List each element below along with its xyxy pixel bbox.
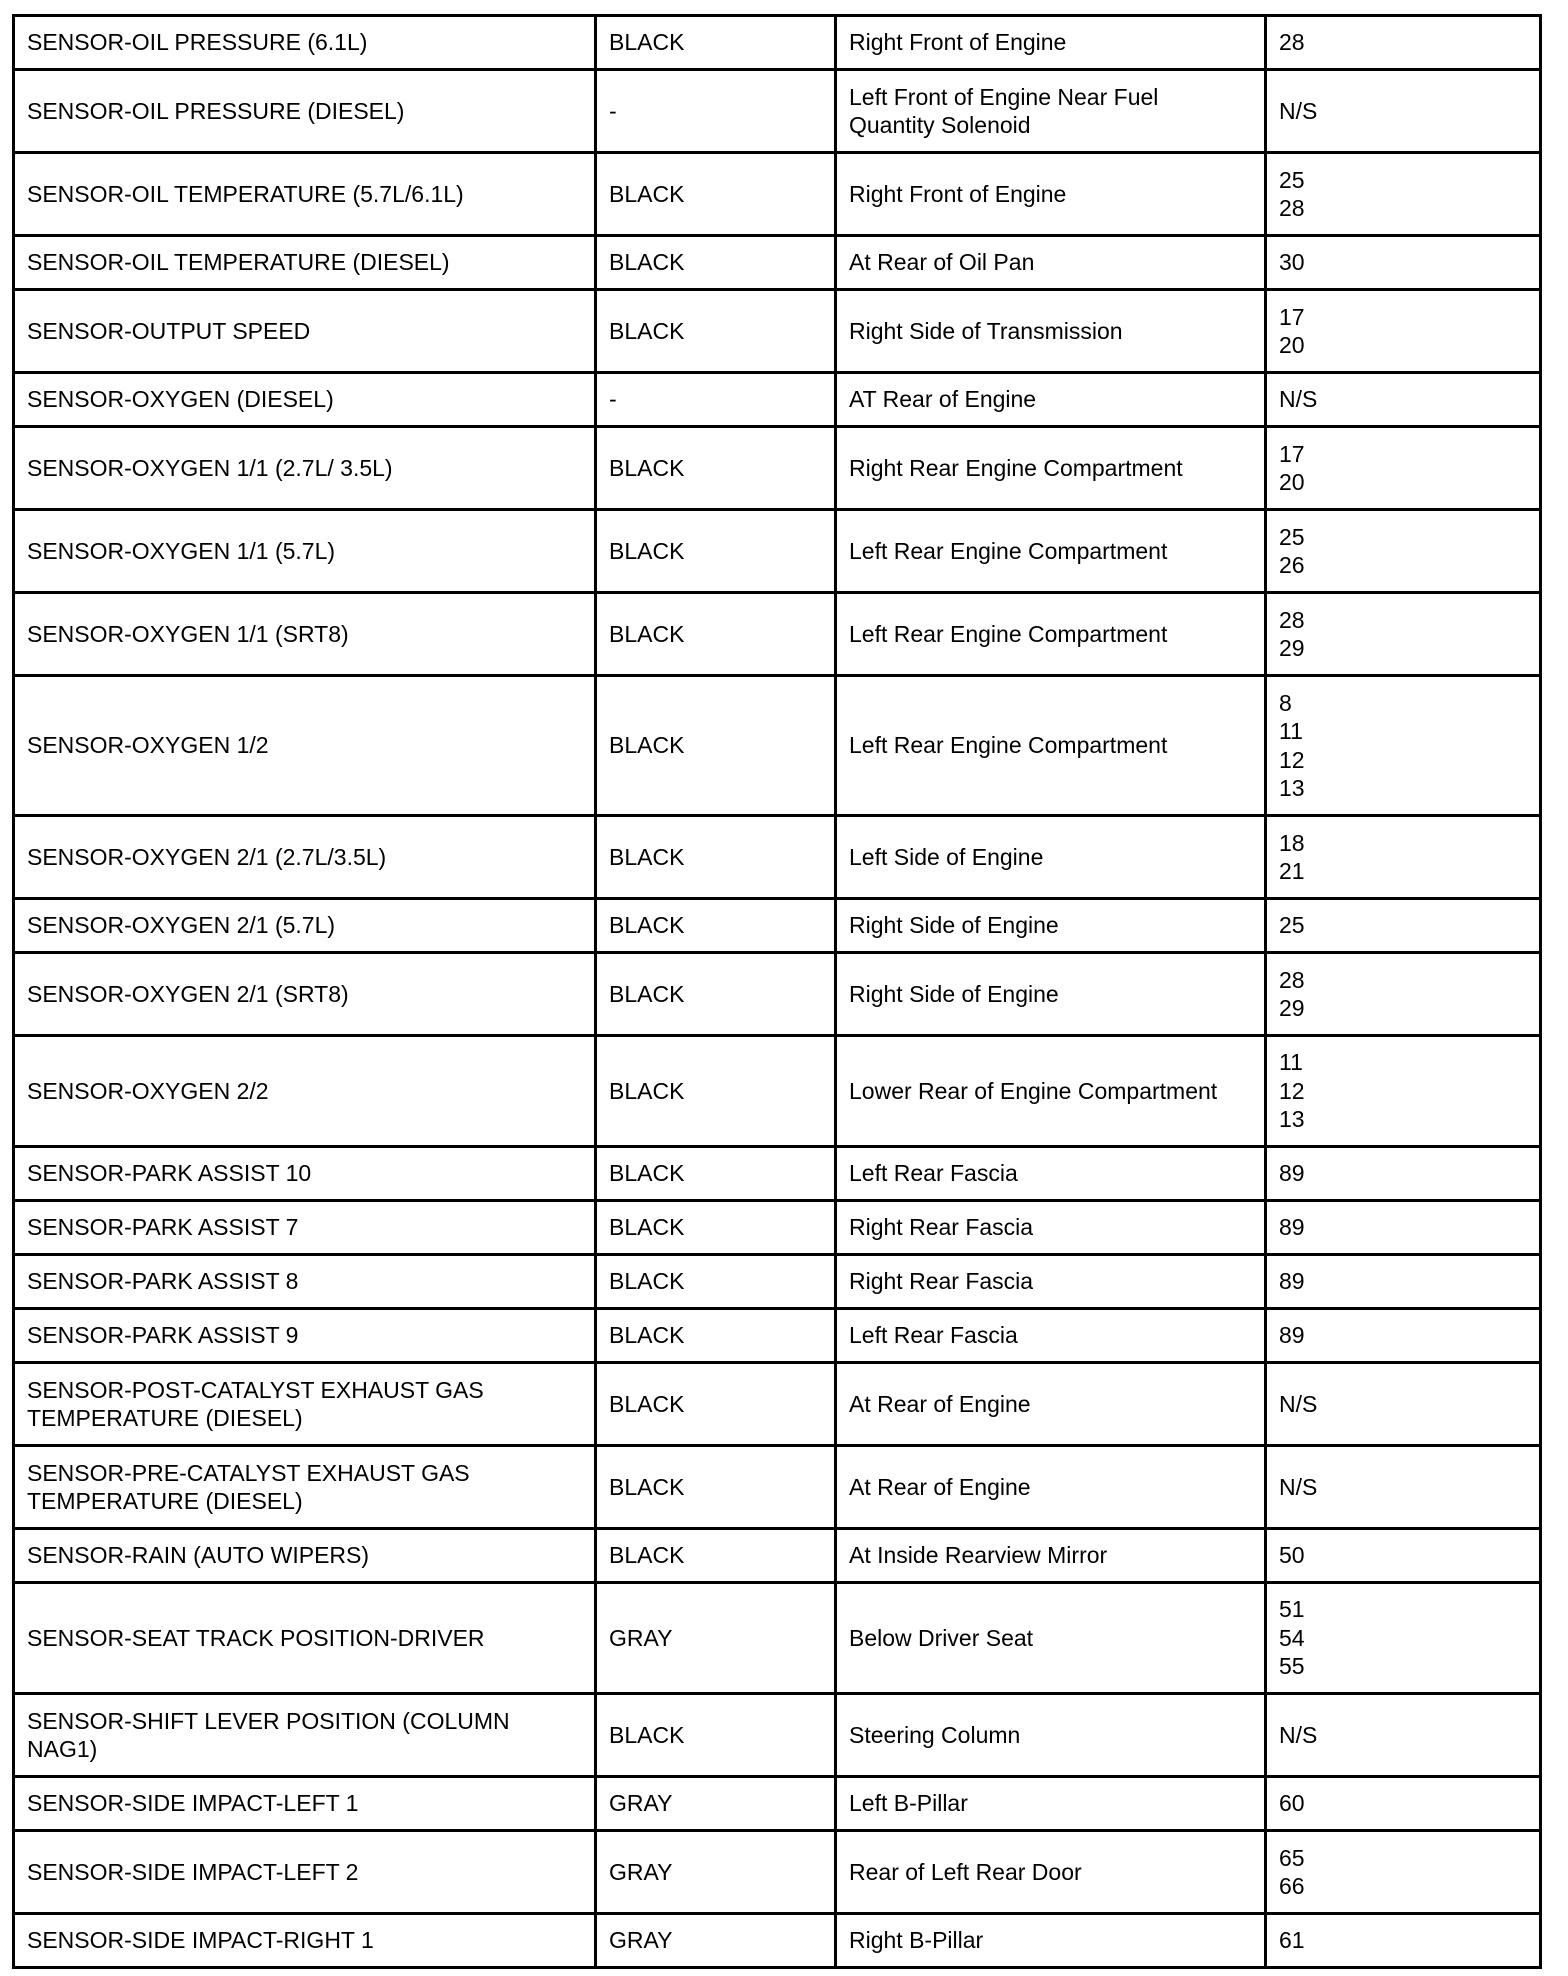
component-cell: SENSOR-OIL TEMPERATURE (5.7L/6.1L) [14,153,596,236]
location-cell: At Rear of Engine [836,1363,1266,1446]
location-cell: Lower Rear of Engine Compartment [836,1036,1266,1147]
component-cell: SENSOR-OXYGEN 1/1 (SRT8) [14,593,596,676]
figure-cell: 50 [1266,1529,1541,1583]
connector-color-cell: BLACK [596,1694,836,1777]
component-cell: SENSOR-SHIFT LEVER POSITION (COLUMN NAG1) [14,1694,596,1777]
table-row [14,1914,1541,1968]
connector-color-cell: BLACK [596,676,836,816]
connector-color-cell: BLACK [596,1446,836,1529]
figure-cell: 17 20 [1266,427,1541,510]
location-cell: Below Driver Seat [836,1583,1266,1694]
figure-cell: 89 [1266,1255,1541,1309]
location-cell: At Rear of Oil Pan [836,236,1266,290]
table-row [14,290,1541,373]
component-cell: SENSOR-RAIN (AUTO WIPERS) [14,1529,596,1583]
location-cell: Right Front of Engine [836,16,1266,70]
table-row [14,816,1541,899]
location-cell: Left Rear Engine Compartment [836,593,1266,676]
location-cell: Left Rear Fascia [836,1147,1266,1201]
table-body [14,16,1541,1968]
figure-cell: 11 12 13 [1266,1036,1541,1147]
component-cell: SENSOR-OXYGEN 1/2 [14,676,596,816]
location-cell: Right Side of Transmission [836,290,1266,373]
component-cell: SENSOR-PARK ASSIST 7 [14,1201,596,1255]
connector-color-cell: BLACK [596,1363,836,1446]
location-cell: At Rear of Engine [836,1446,1266,1529]
component-cell: SENSOR-OXYGEN 1/1 (2.7L/ 3.5L) [14,427,596,510]
connector-color-cell: BLACK [596,953,836,1036]
location-cell: Left Rear Engine Compartment [836,676,1266,816]
table-row [14,1446,1541,1529]
connector-color-cell: BLACK [596,816,836,899]
component-cell: SENSOR-OXYGEN 2/1 (5.7L) [14,899,596,953]
component-cell: SENSOR-OUTPUT SPEED [14,290,596,373]
table-row [14,1583,1541,1694]
location-cell: Steering Column [836,1694,1266,1777]
location-cell: Left Rear Engine Compartment [836,510,1266,593]
component-cell: SENSOR-PARK ASSIST 9 [14,1309,596,1363]
location-cell: Right Front of Engine [836,153,1266,236]
location-cell: Rear of Left Rear Door [836,1831,1266,1914]
connector-color-cell: BLACK [596,1255,836,1309]
figure-cell: N/S [1266,1694,1541,1777]
table-row [14,1831,1541,1914]
connector-location-table [12,14,1542,1969]
component-cell: SENSOR-OIL TEMPERATURE (DIESEL) [14,236,596,290]
table-row [14,427,1541,510]
table-row [14,70,1541,153]
figure-cell: 89 [1266,1147,1541,1201]
component-cell: SENSOR-SEAT TRACK POSITION-DRIVER [14,1583,596,1694]
table-row [14,373,1541,427]
location-cell: Right Side of Engine [836,899,1266,953]
component-cell: SENSOR-OXYGEN 2/1 (SRT8) [14,953,596,1036]
location-cell: Right Rear Fascia [836,1255,1266,1309]
connector-color-cell: BLACK [596,510,836,593]
table-row [14,676,1541,816]
connector-color-cell: GRAY [596,1583,836,1694]
component-cell: SENSOR-OXYGEN 2/1 (2.7L/3.5L) [14,816,596,899]
location-cell: Right Side of Engine [836,953,1266,1036]
connector-color-cell: BLACK [596,1147,836,1201]
component-cell: SENSOR-OXYGEN (DIESEL) [14,373,596,427]
component-cell: SENSOR-OXYGEN 1/1 (5.7L) [14,510,596,593]
connector-color-cell: BLACK [596,290,836,373]
location-cell: Left Front of Engine Near Fuel Quantity Solenoid [836,70,1266,153]
connector-color-cell: BLACK [596,427,836,510]
component-cell: SENSOR-OIL PRESSURE (6.1L) [14,16,596,70]
connector-color-cell: BLACK [596,236,836,290]
connector-color-cell: BLACK [596,1201,836,1255]
component-cell: SENSOR-SIDE IMPACT-LEFT 2 [14,1831,596,1914]
table-row [14,953,1541,1036]
figure-cell: 8 11 12 13 [1266,676,1541,816]
table-row [14,1777,1541,1831]
figure-cell: 25 26 [1266,510,1541,593]
figure-cell: 30 [1266,236,1541,290]
figure-cell: 89 [1266,1309,1541,1363]
figure-cell: 17 20 [1266,290,1541,373]
table-row [14,899,1541,953]
connector-color-cell: BLACK [596,153,836,236]
table-row [14,1036,1541,1147]
location-cell: Right B-Pillar [836,1914,1266,1968]
component-cell: SENSOR-OIL PRESSURE (DIESEL) [14,70,596,153]
connector-color-cell: BLACK [596,1036,836,1147]
figure-cell: 28 29 [1266,593,1541,676]
table-row [14,510,1541,593]
figure-cell: 65 66 [1266,1831,1541,1914]
table-row [14,153,1541,236]
connector-color-cell: GRAY [596,1831,836,1914]
table-row [14,1529,1541,1583]
table-row [14,236,1541,290]
figure-cell: N/S [1266,373,1541,427]
table-row [14,1147,1541,1201]
location-cell: Left Rear Fascia [836,1309,1266,1363]
connector-color-cell: BLACK [596,1309,836,1363]
connector-color-cell: - [596,373,836,427]
component-cell: SENSOR-PRE-CATALYST EXHAUST GAS TEMPERATURE (DIESEL) [14,1446,596,1529]
table-row [14,1363,1541,1446]
location-cell: Right Rear Engine Compartment [836,427,1266,510]
connector-color-cell: BLACK [596,593,836,676]
component-cell: SENSOR-PARK ASSIST 8 [14,1255,596,1309]
location-cell: Left Side of Engine [836,816,1266,899]
figure-cell: 28 29 [1266,953,1541,1036]
table-row [14,1201,1541,1255]
location-cell: Right Rear Fascia [836,1201,1266,1255]
location-cell: Left B-Pillar [836,1777,1266,1831]
figure-cell: N/S [1266,70,1541,153]
table-row [14,1694,1541,1777]
connector-color-cell: GRAY [596,1914,836,1968]
table-row [14,16,1541,70]
figure-cell: 28 [1266,16,1541,70]
figure-cell: 25 28 [1266,153,1541,236]
figure-cell: N/S [1266,1363,1541,1446]
connector-color-cell: BLACK [596,1529,836,1583]
connector-color-cell: GRAY [596,1777,836,1831]
figure-cell: 61 [1266,1914,1541,1968]
table-row [14,1255,1541,1309]
component-cell: SENSOR-OXYGEN 2/2 [14,1036,596,1147]
component-cell: SENSOR-SIDE IMPACT-RIGHT 1 [14,1914,596,1968]
component-cell: SENSOR-PARK ASSIST 10 [14,1147,596,1201]
table-row [14,1309,1541,1363]
location-cell: AT Rear of Engine [836,373,1266,427]
figure-cell: 60 [1266,1777,1541,1831]
table-row [14,593,1541,676]
connector-color-cell: - [596,70,836,153]
component-cell: SENSOR-POST-CATALYST EXHAUST GAS TEMPERATURE (DIESEL) [14,1363,596,1446]
component-cell: SENSOR-SIDE IMPACT-LEFT 1 [14,1777,596,1831]
figure-cell: 18 21 [1266,816,1541,899]
connector-color-cell: BLACK [596,16,836,70]
figure-cell: 51 54 55 [1266,1583,1541,1694]
figure-cell: N/S [1266,1446,1541,1529]
figure-cell: 25 [1266,899,1541,953]
figure-cell: 89 [1266,1201,1541,1255]
location-cell: At Inside Rearview Mirror [836,1529,1266,1583]
connector-color-cell: BLACK [596,899,836,953]
